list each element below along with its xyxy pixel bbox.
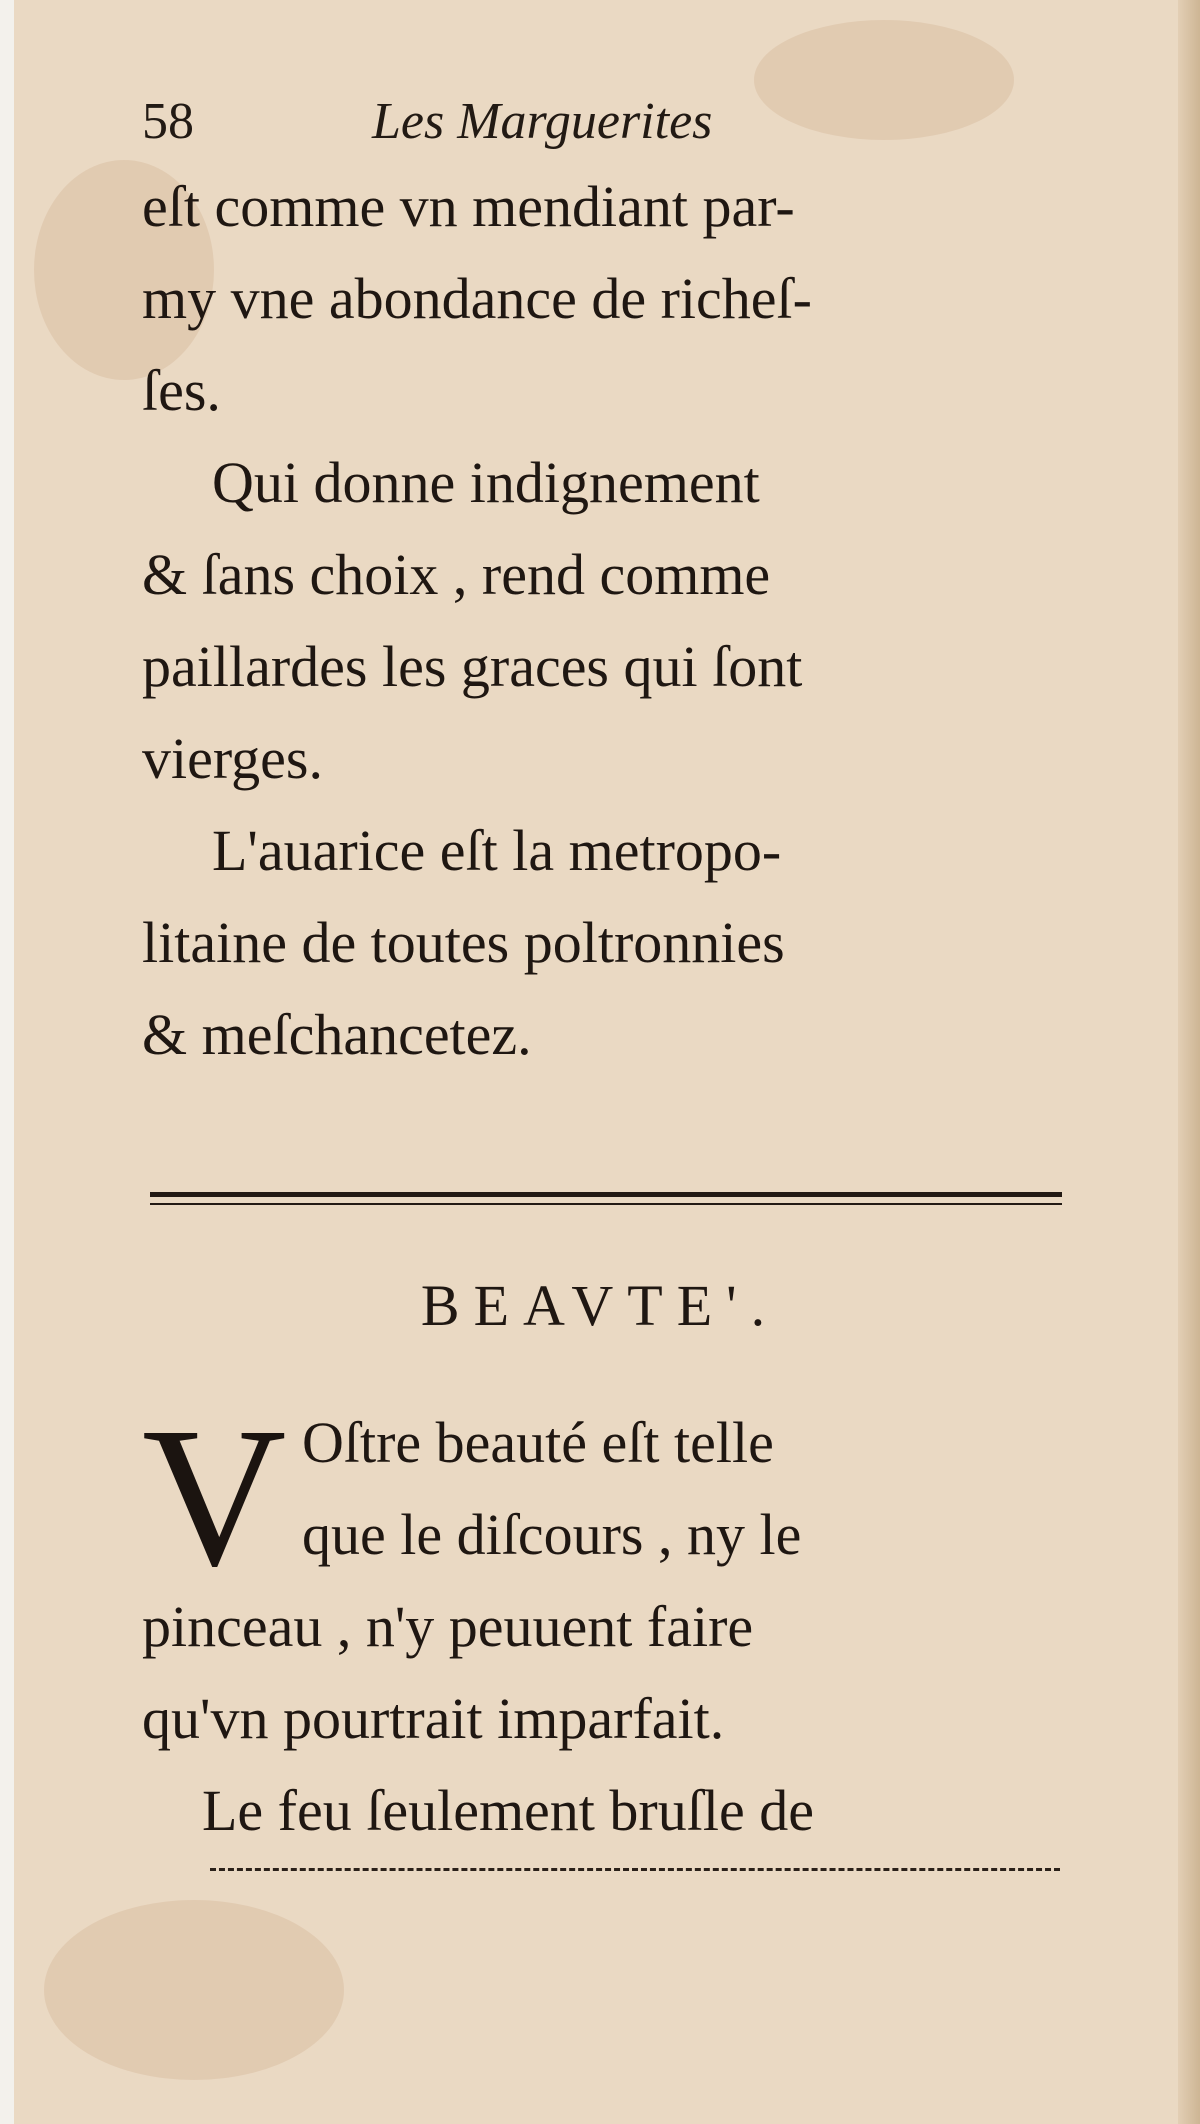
page-header	[142, 92, 1062, 152]
text-line: Qui donne indignement	[212, 450, 760, 515]
section-divider	[150, 1192, 1062, 1205]
text-line: & meſchancetez.	[142, 1002, 532, 1067]
running-title: Les Marguerites	[372, 93, 713, 150]
text-line: que le diſcours , ny le	[302, 1502, 802, 1567]
text-line: vierges.	[142, 726, 323, 791]
text-line: & ſans choix , rend comme	[142, 542, 771, 607]
text-line: qu'vn pourtrait imparfait.	[142, 1686, 725, 1751]
section-heading: BEAVTE'.	[420, 1273, 780, 1338]
text-line: pinceau , n'y peuuent faire	[142, 1594, 754, 1659]
paper-stain	[44, 1900, 344, 2080]
drop-cap: V	[142, 1387, 287, 1608]
text-line: paillardes les graces qui ſont	[142, 634, 803, 699]
bottom-rule	[210, 1868, 1060, 1871]
page-edge	[1178, 0, 1200, 2124]
text-line: litaine de toutes poltronnies	[142, 910, 785, 975]
text-line: Oſtre beauté eſt telle	[302, 1410, 774, 1475]
text-line: ſes.	[142, 358, 221, 423]
text-line: L'auarice eſt la metropo-	[212, 818, 782, 883]
text-line: my vne abondance de richeſ-	[142, 266, 812, 331]
text-line: Le feu ſeulement bruſle de	[202, 1778, 814, 1843]
page-number: 58	[142, 93, 194, 150]
text-line: eſt comme vn mendiant par-	[142, 174, 795, 239]
